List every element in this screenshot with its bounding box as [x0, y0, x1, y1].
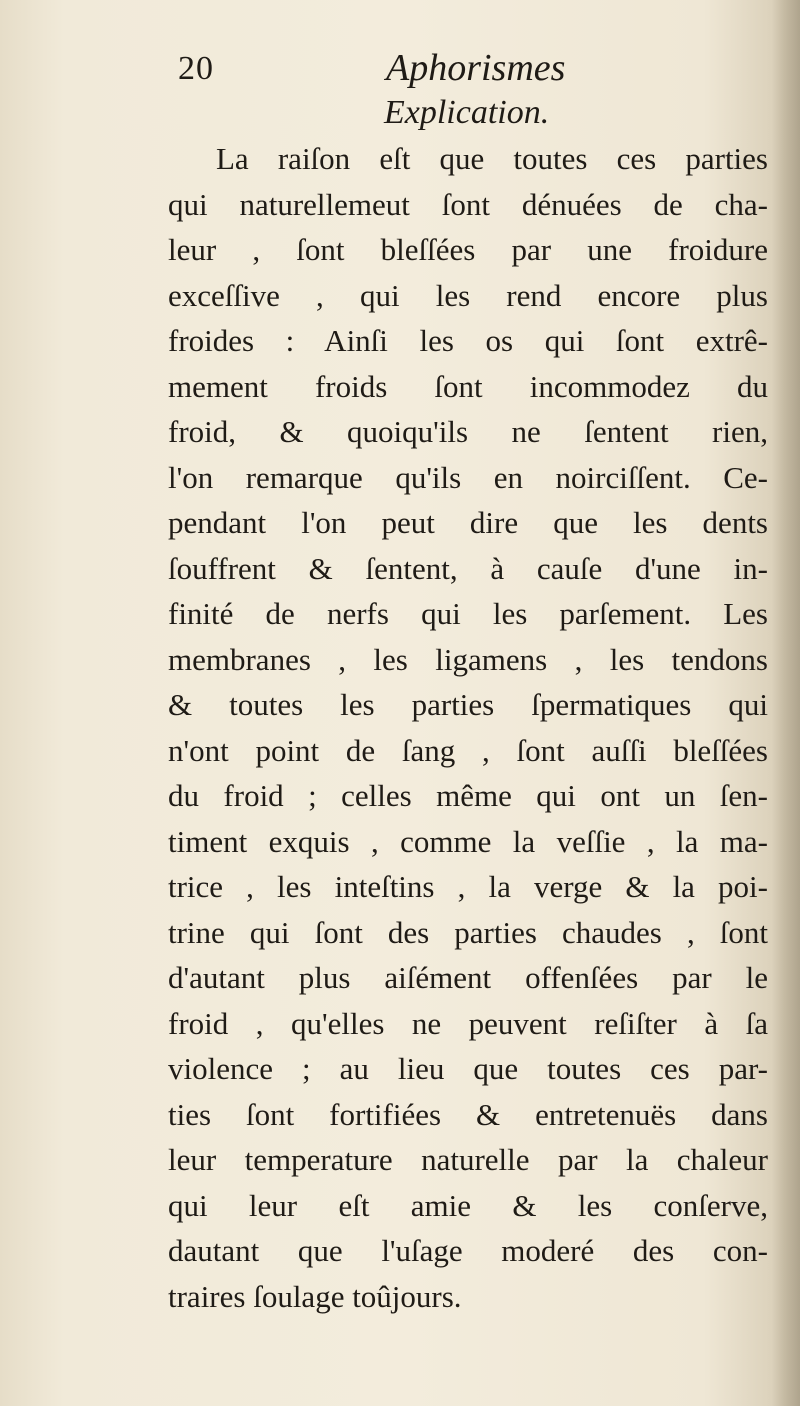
text-line: froid, & quoiqu'ils ne ſentent rien,: [168, 414, 768, 449]
running-title: Aphorismes: [386, 47, 566, 89]
text-line: leur , ſont bleſſées par une froidure: [168, 232, 768, 267]
text-line: du froid ; celles même qui ont un ſen-: [168, 778, 768, 813]
text-line: exceſſive , qui les rend encore plus: [168, 277, 768, 313]
text-line: trine qui ſont des parties chaudes , ſont: [168, 914, 768, 950]
text-line: qui leur eſt amie & les conſerve,: [168, 1187, 768, 1223]
section-heading: Explication.: [384, 94, 550, 131]
body-text: [168, 136, 768, 1319]
text-line: d'autant plus aiſément offenſées par le: [168, 960, 768, 995]
text-line: mement froids ſont incommodez du: [168, 368, 768, 404]
text-line: & toutes les parties ſpermatiques qui: [168, 687, 768, 722]
text-line: timent exquis , comme la veſſie , la ma-: [168, 823, 768, 859]
text-line: froides : Ainſi les os qui ſont extrê-: [168, 323, 768, 358]
text-line: traires ſoulage toûjours.: [168, 1278, 462, 1314]
text-line: leur temperature naturelle par la chaleur: [168, 1142, 768, 1177]
text-line: trice , les inteſtins , la verge & la poi-: [168, 869, 768, 904]
text-line: qui naturellemeut ſont dénuées de cha-: [168, 186, 768, 222]
text-line: ties ſont fortifiées & entretenuës dans: [168, 1096, 768, 1132]
text-line: dautant que l'uſage moderé des con-: [168, 1233, 768, 1268]
text-line: n'ont point de ſang , ſont auſſi bleſſées: [168, 732, 768, 768]
text-line: pendant l'on peut dire que les dents: [168, 505, 768, 540]
text-line: ſouffrent & ſentent, à cauſe d'une in-: [168, 550, 768, 586]
text-line: l'on remarque qu'ils en noirciſſent. Ce-: [168, 459, 768, 495]
page-gutter-shadow: [772, 0, 800, 1406]
page-number: 20: [178, 50, 214, 87]
running-head: [0, 42, 800, 94]
text-line: La raiſon eſt que toutes ces parties: [216, 141, 768, 176]
text-line: froid , qu'elles ne peuvent reſiſter à ſa: [168, 1005, 768, 1041]
text-line: membranes , les ligamens , les tendons: [168, 641, 768, 677]
text-line: violence ; au lieu que toutes ces par-: [168, 1051, 768, 1086]
text-line: finité de nerfs qui les parſement. Les: [168, 596, 768, 631]
